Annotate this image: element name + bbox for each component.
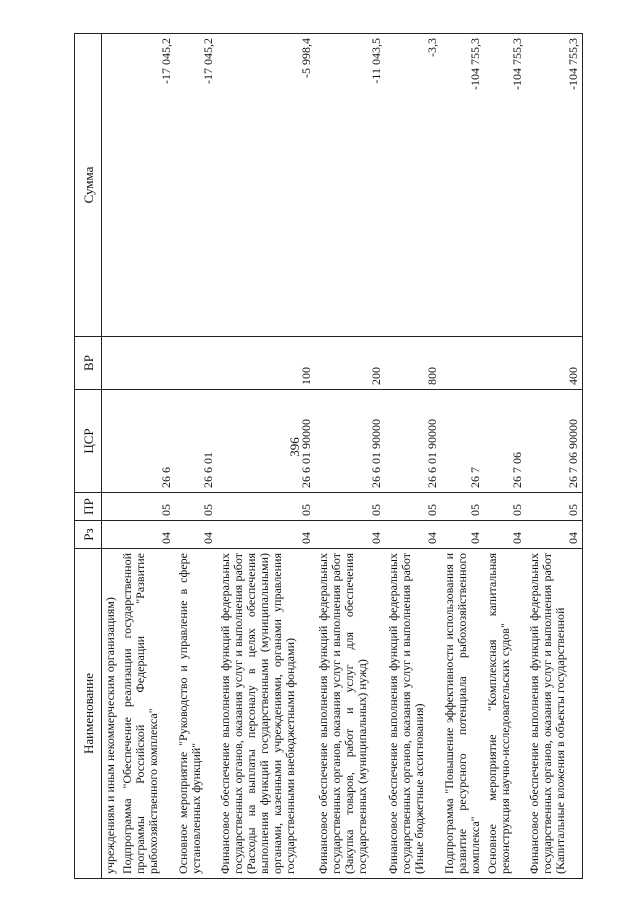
row-name: Основное мероприятие "Руководство и управление в сфере установленных функций": [175, 549, 217, 879]
row-vr: [119, 337, 175, 390]
table-row: [175, 34, 217, 879]
row-pr: 05: [175, 493, 217, 521]
row-rz: 04: [119, 521, 175, 549]
row-csr: [102, 390, 120, 493]
row-name: Финансовое обеспечение выполнения функций федеральных государственных органов, оказания услуг и выполнения работ (Иные бюджетные ассигнования): [385, 549, 441, 879]
row-name: Финансовое обеспечение выполнения функций федеральных государственных органов, оказания услуг и выполнения работ (Расходы на выплаты персоналу в целях обеспечения выполнения функций государственными (муниципальными) органами, казенными учреждениями, органами управления государственными внебюджетными фондами): [217, 549, 315, 879]
row-vr: [175, 337, 217, 390]
table-row: [102, 34, 120, 879]
row-csr: 26 7 06: [484, 390, 526, 493]
row-sum: -17 045,2: [119, 34, 175, 337]
row-rz: 04: [175, 521, 217, 549]
row-csr: 26 6 01 90000: [217, 390, 315, 493]
row-pr: 05: [484, 493, 526, 521]
row-pr: 05: [217, 493, 315, 521]
row-rz: 04: [441, 521, 484, 549]
row-pr: [102, 493, 120, 521]
header-row: [75, 34, 102, 879]
table-row: [484, 34, 526, 879]
row-rz: 04: [315, 521, 385, 549]
row-name: Основное мероприятие "Комплексная капитальная реконструкция научно-исследовательских судов": [484, 549, 526, 879]
row-sum: -11 043,5: [315, 34, 385, 337]
row-rz: 04: [217, 521, 315, 549]
row-sum: -3,3: [385, 34, 441, 337]
header-csr: ЦСР: [75, 390, 102, 493]
row-vr: [484, 337, 526, 390]
row-vr: 400: [526, 337, 582, 390]
table-row: [119, 34, 175, 879]
row-rz: [102, 521, 120, 549]
row-pr: 05: [385, 493, 441, 521]
header-name: Наименование: [75, 549, 102, 879]
row-pr: 05: [315, 493, 385, 521]
table-row: [315, 34, 385, 879]
row-rz: 04: [526, 521, 582, 549]
row-sum: -104 755,3: [526, 34, 582, 337]
table-row: [441, 34, 484, 879]
row-csr: 26 7: [441, 390, 484, 493]
header-pr: ПР: [75, 493, 102, 521]
row-rz: 04: [385, 521, 441, 549]
row-csr: 26 6 01: [175, 390, 217, 493]
row-csr: 26 6 01 90000: [315, 390, 385, 493]
row-name: Подпрограмма "Обеспечение реализации государственной программы Российской Федерации "Развитие рыбохозяйственного комплекса": [119, 549, 175, 879]
row-csr: 26 6 01 90000: [385, 390, 441, 493]
row-sum: -17 045,2: [175, 34, 217, 337]
row-csr: 26 6: [119, 390, 175, 493]
row-name: Финансовое обеспечение выполнения функций федеральных государственных органов, оказания услуг и выполнения работ (Закупка товаров, работ и услуг для обеспечения государственных (муниципальных) нужд): [315, 549, 385, 879]
table-row: [526, 34, 582, 879]
row-vr: 200: [315, 337, 385, 390]
row-pr: 05: [119, 493, 175, 521]
row-vr: 100: [217, 337, 315, 390]
row-name: Подпрограмма "Повышение эффективности использования и развитие ресурсного потенциала рыбохозяйственного комплекса": [441, 549, 484, 879]
row-name: учреждениям и иным некоммерческим организациям): [102, 549, 120, 879]
header-sum: Сумма: [75, 34, 102, 337]
header-rz: Рз: [75, 521, 102, 549]
row-vr: [102, 337, 120, 390]
row-pr: 05: [441, 493, 484, 521]
table-row: [217, 34, 315, 879]
row-rz: 04: [484, 521, 526, 549]
row-sum: -104 755,3: [484, 34, 526, 337]
row-sum: -5 998,4: [217, 34, 315, 337]
row-vr: 800: [385, 337, 441, 390]
page-number: 396: [287, 437, 302, 457]
row-sum: [102, 34, 120, 337]
table-row: [385, 34, 441, 879]
row-csr: 26 7 06 90000: [526, 390, 582, 493]
row-sum: -104 755,3: [441, 34, 484, 337]
header-vr: ВР: [75, 337, 102, 390]
row-vr: [441, 337, 484, 390]
budget-table: [74, 33, 583, 879]
row-pr: 05: [526, 493, 582, 521]
budget-table-rotated: [74, 34, 599, 879]
row-name: Финансовое обеспечение выполнения функций федеральных государственных органов, оказания услуг и выполнения работ (Капитальные вложения в объекты государственной: [526, 549, 582, 879]
